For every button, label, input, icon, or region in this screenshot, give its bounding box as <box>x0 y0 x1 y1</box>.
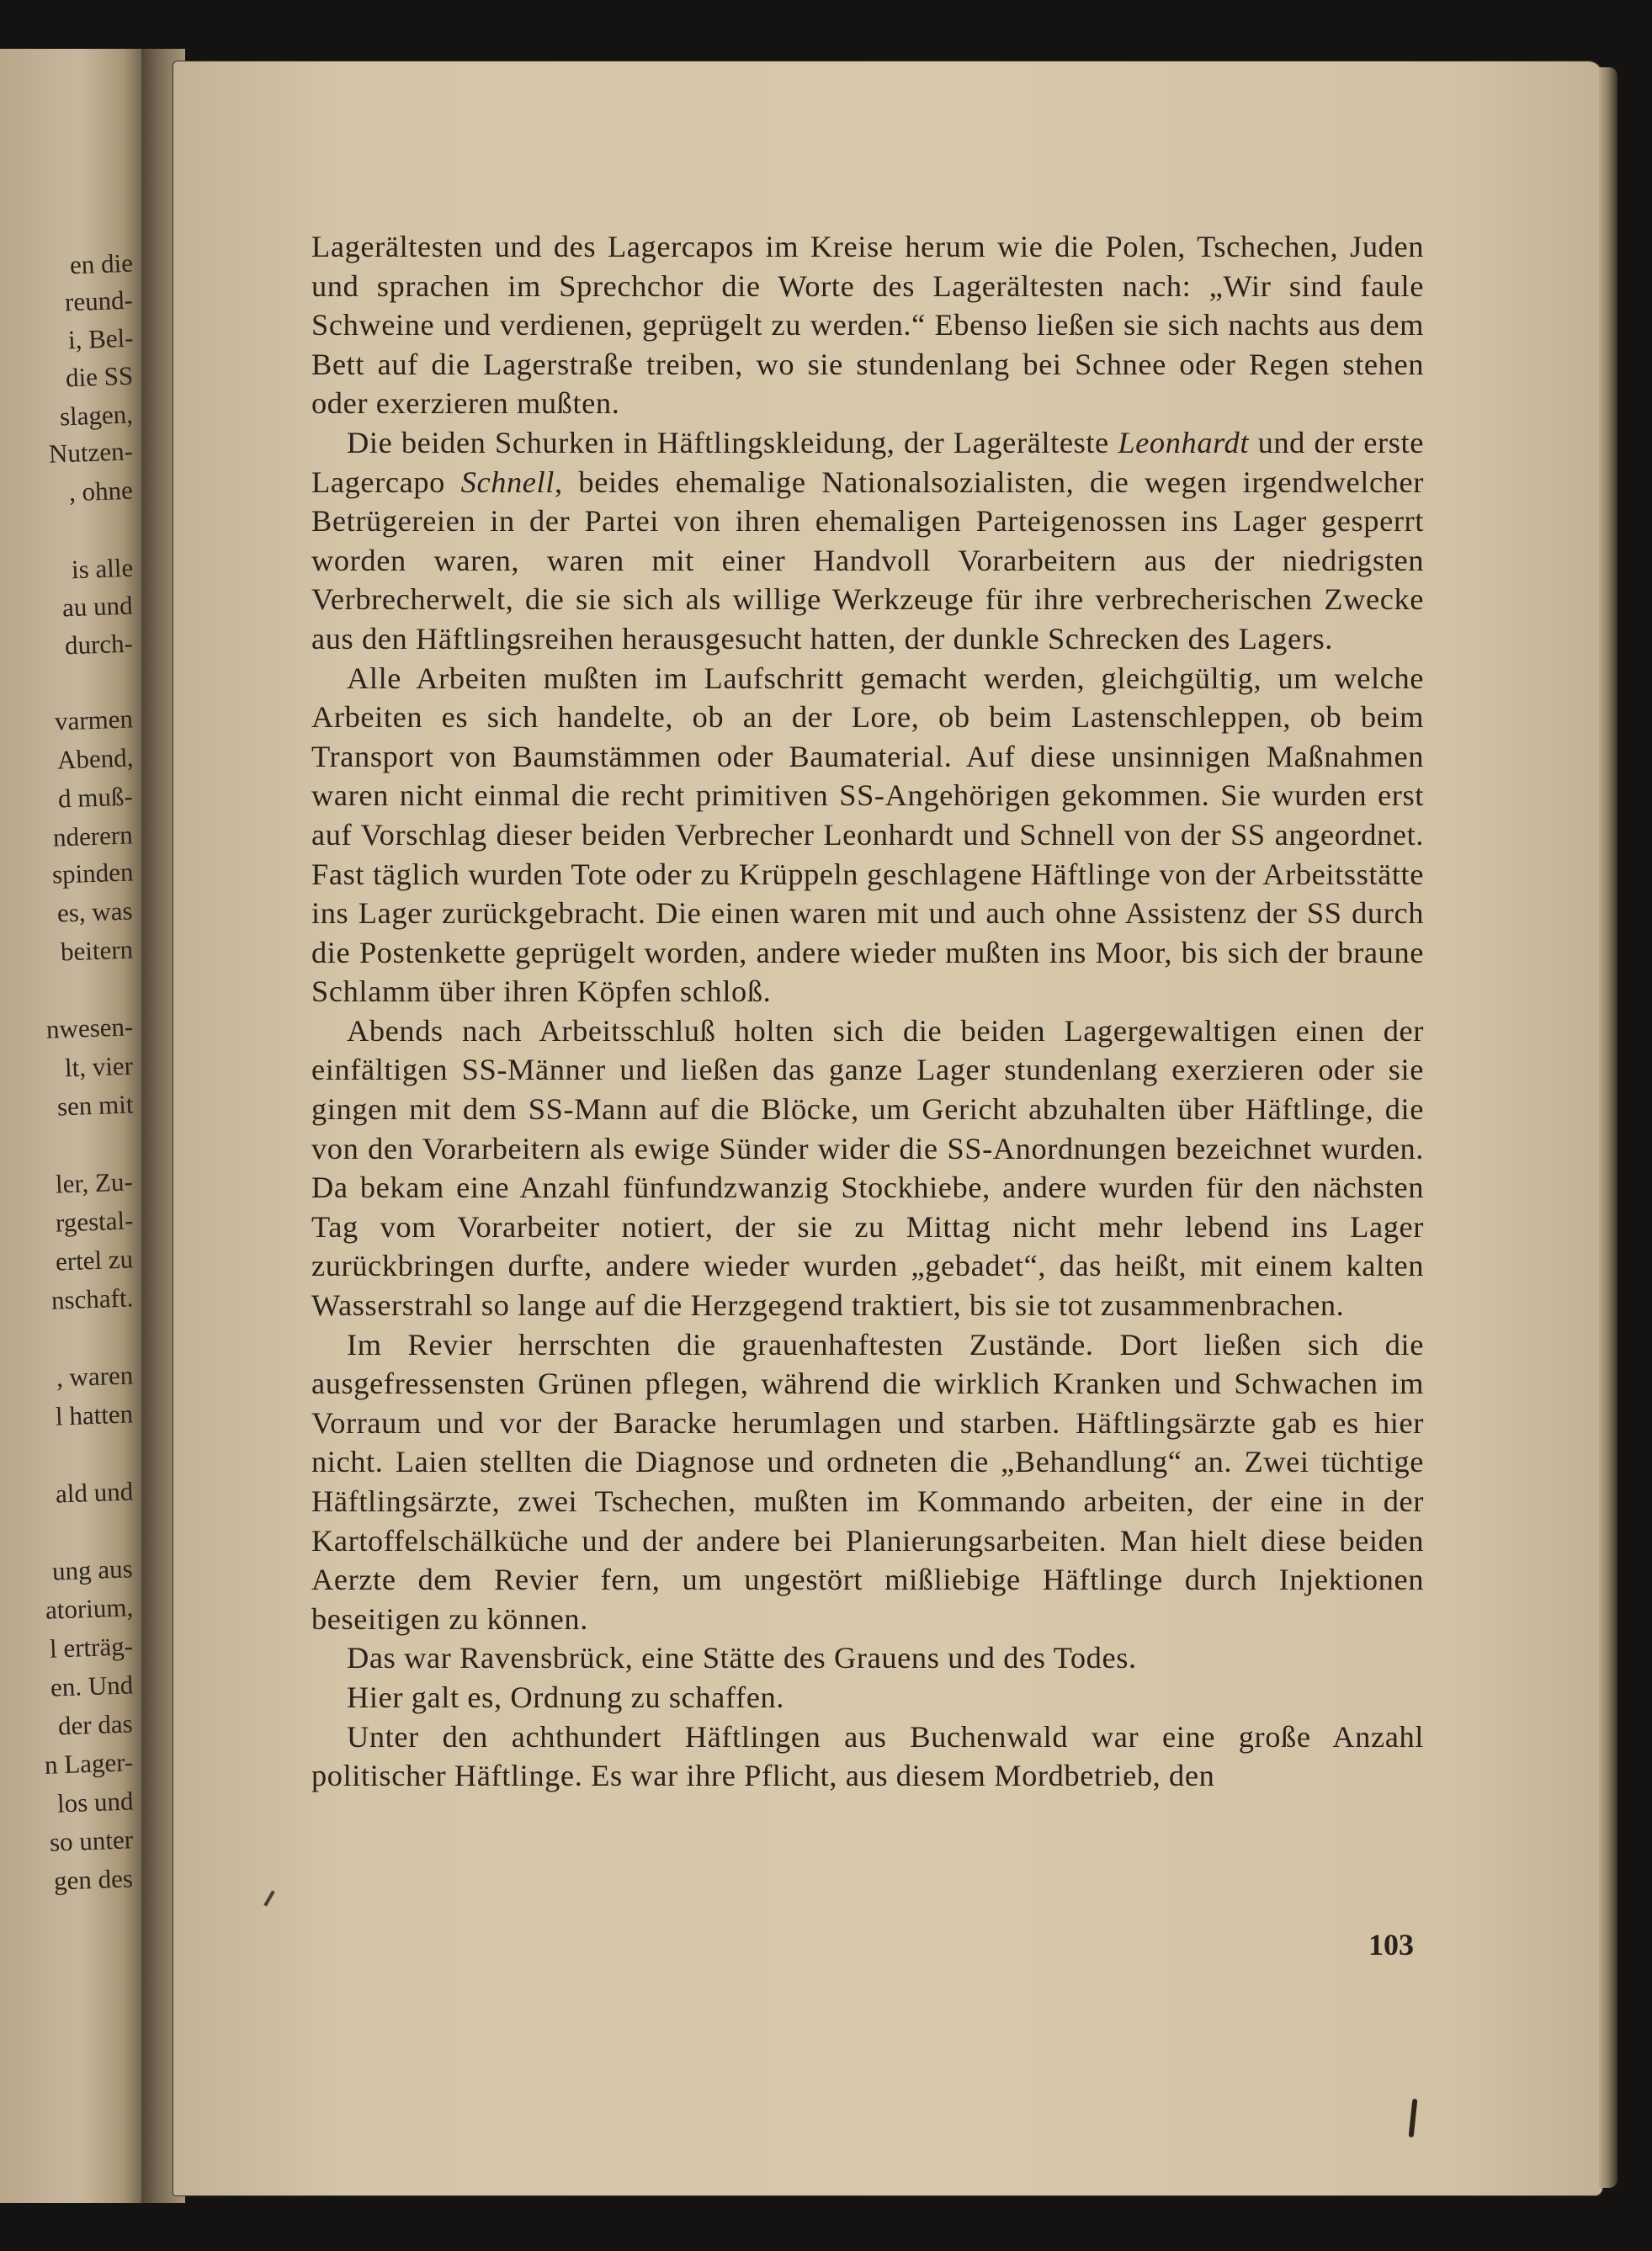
paragraph-text: , beides ehemalige Nationalsozialisten, die wegen irgendwelcher Betrügereien in der Partei von ihren ehemaligen Parteigenossen ins Lager gesperrt worden waren, waren mit einer Handvoll Vorarbeitern aus der niedrigsten Verbrecherwelt, die sie sich als willige Werkzeuge für ihre verbrecherischen Zwecke aus den Häftlingsreihen herausgesucht hatten, der dunkle Schrecken des Lagers. <box>311 465 1424 656</box>
left-page-line: Abend, <box>56 742 134 775</box>
left-page-line: die SS <box>65 360 134 393</box>
left-page-line: varmen <box>54 703 134 736</box>
left-page-line: ald und <box>55 1476 134 1509</box>
left-page-line: l erträg- <box>49 1631 134 1664</box>
paragraph: Abends nach Arbeitsschluß holten sich die beiden Lagergewaltigen einen der einfältigen SS-Männer und ließen das ganze Lager stundenlang exerzieren oder sie gingen mit dem SS-Mann auf die Blöcke, um Gericht abzuhalten über Häftlinge, die von den Vorarbeitern als ewige Sünder wider die SS-Anordnungen bezeichnet wurden. Da bekam eine Anzahl fünfundzwanzig Stockhiebe, andere wurden für den nächsten Tag vom Vorarbeiter notiert, der sie zu Mittag nicht mehr lebend ins Lager zurückbringen durfte, andere wieder wurden „gebadet“, das heißt, mit einem kalten Wasserstrahl so lange auf die Herzgegend traktiert, bis sie tot zusammenbrachen. <box>311 1013 1424 1323</box>
left-page-line: es, was <box>56 895 134 928</box>
left-page-line: der das <box>57 1708 134 1741</box>
left-page-line: , ohne <box>68 475 134 507</box>
left-page-line: ertel zu <box>55 1244 134 1277</box>
left-page-line: los und <box>56 1786 134 1818</box>
left-page-line: n Lager- <box>44 1747 134 1780</box>
left-page-line: durch- <box>64 628 134 661</box>
paragraph-text: und der erste Lagercapo <box>311 425 1424 499</box>
left-facing-page <box>0 49 145 2203</box>
paragraph: Alle Arbeiten mußten im Laufschritt gemacht werden, gleichgültig, um welche Arbeiten es sich handelte, ob an der Lore, ob beim Lastenschleppen, ob beim Transport von Baumstämmen oder Baumaterial. Auf diese unsinnigen Maßnahmen waren nicht einmal die recht primitiven SS-Angehörigen gekommen. Sie wurden erst auf Vorschlag dieser beiden Verbrecher Leonhardt und Schnell von der SS angeordnet. Fast täglich wurden Tote oder zu Krüppeln geschlagene Häftlinge von der Arbeitsstätte ins Lager zurückgebracht. Die einen waren mit und auch ohne Assistenz der SS durch die Postenkette geprügelt worden, andere wieder mußten ins Moor, bis sich der braune Schlamm über ihren Köpfen schloß. <box>311 661 1424 1009</box>
left-page-line: gen des <box>53 1863 134 1896</box>
italic-name: Schnell <box>460 465 555 499</box>
paragraph: Unter den achthundert Häftlingen aus Buchenwald war eine große Anzahl politischer Häftlinge. Es war ihre Pflicht, aus diesem Mordbetrieb, den <box>311 1719 1424 1793</box>
page-edge <box>1599 67 1617 2188</box>
left-page-line: d muß- <box>57 781 134 814</box>
body-text <box>311 227 1424 1796</box>
left-page-line: en die <box>69 247 134 280</box>
left-page-line: rgestal- <box>54 1205 134 1238</box>
paragraph: Hier galt es, Ordnung zu schaffen. <box>347 1680 784 1714</box>
paragraph: Im Revier herrschten die grauenhaftesten Zustände. Dort ließen sich die ausgefressensten Grünen pflegen, während die wirklich Kranken und Schwachen im Vorraum und vor der Baracke herumlagen und starben. Häftlingsärzte gab es hier nicht. Laien stellten die Diagnose und ordneten die „Behandlung“ an. Zwei tüchtige Häftlingsärzte, zwei Tschechen, mußten im Kommando arbeiten, der eine in der Kartoffelschälküche und der andere bei Planierungsarbeiten. Man hielt diese beiden Aerzte dem Revier fern, um ungestört mißliebige Häftlinge durch Injektionen beseitigen zu können. <box>311 1327 1424 1636</box>
paragraph <box>311 423 1424 659</box>
left-page-line: au und <box>61 590 134 623</box>
left-page-line: sen mit <box>56 1089 134 1122</box>
paragraph: Das war Ravensbrück, eine Stätte des Grauens und des Todes. <box>347 1641 1137 1675</box>
left-page-line: nderern <box>52 820 134 852</box>
left-page-line: nschaft. <box>50 1282 134 1315</box>
left-page-line: is alle <box>71 552 134 585</box>
paragraph: Lagerältesten und des Lagercapos im Kreise herum wie die Polen, Tschechen, Juden und sprachen im Sprechchor die Worte des Lagerältesten nach: „Wir sind faule Schweine und verdienen, geprügelt zu werden.“ Ebenso ließen sie sich nachts aus dem Bett auf die Lagerstraße treiben, wo sie stundenlang bei Schnee oder Regen stehen oder exerzieren mußten. <box>311 230 1424 421</box>
left-page-line: beitern <box>60 934 134 967</box>
left-page-line: slagen, <box>59 399 134 432</box>
left-page-line: en. Und <box>50 1670 134 1702</box>
left-page-line: ler, Zu- <box>55 1166 134 1199</box>
left-page-line: spinden <box>50 857 134 889</box>
left-page-line: atorium, <box>45 1592 134 1625</box>
page-number: 103 <box>1368 1928 1414 1962</box>
left-page-line: reund- <box>64 284 134 317</box>
left-page-line: l hatten <box>55 1399 134 1431</box>
left-page-line: i, Bel- <box>66 322 134 355</box>
italic-name: Leonhardt <box>1118 425 1250 459</box>
left-page-line: , waren <box>56 1360 134 1393</box>
left-page-line: ung aus <box>51 1553 134 1586</box>
left-page-line: so unter <box>49 1824 134 1857</box>
left-page-line: Nutzen- <box>48 436 134 469</box>
left-page-line: nwesen- <box>45 1011 134 1044</box>
paragraph-text: Die beiden Schurken in Häftlingskleidung, der Lagerälteste <box>347 425 1118 459</box>
left-page-line: lt, vier <box>64 1050 134 1083</box>
